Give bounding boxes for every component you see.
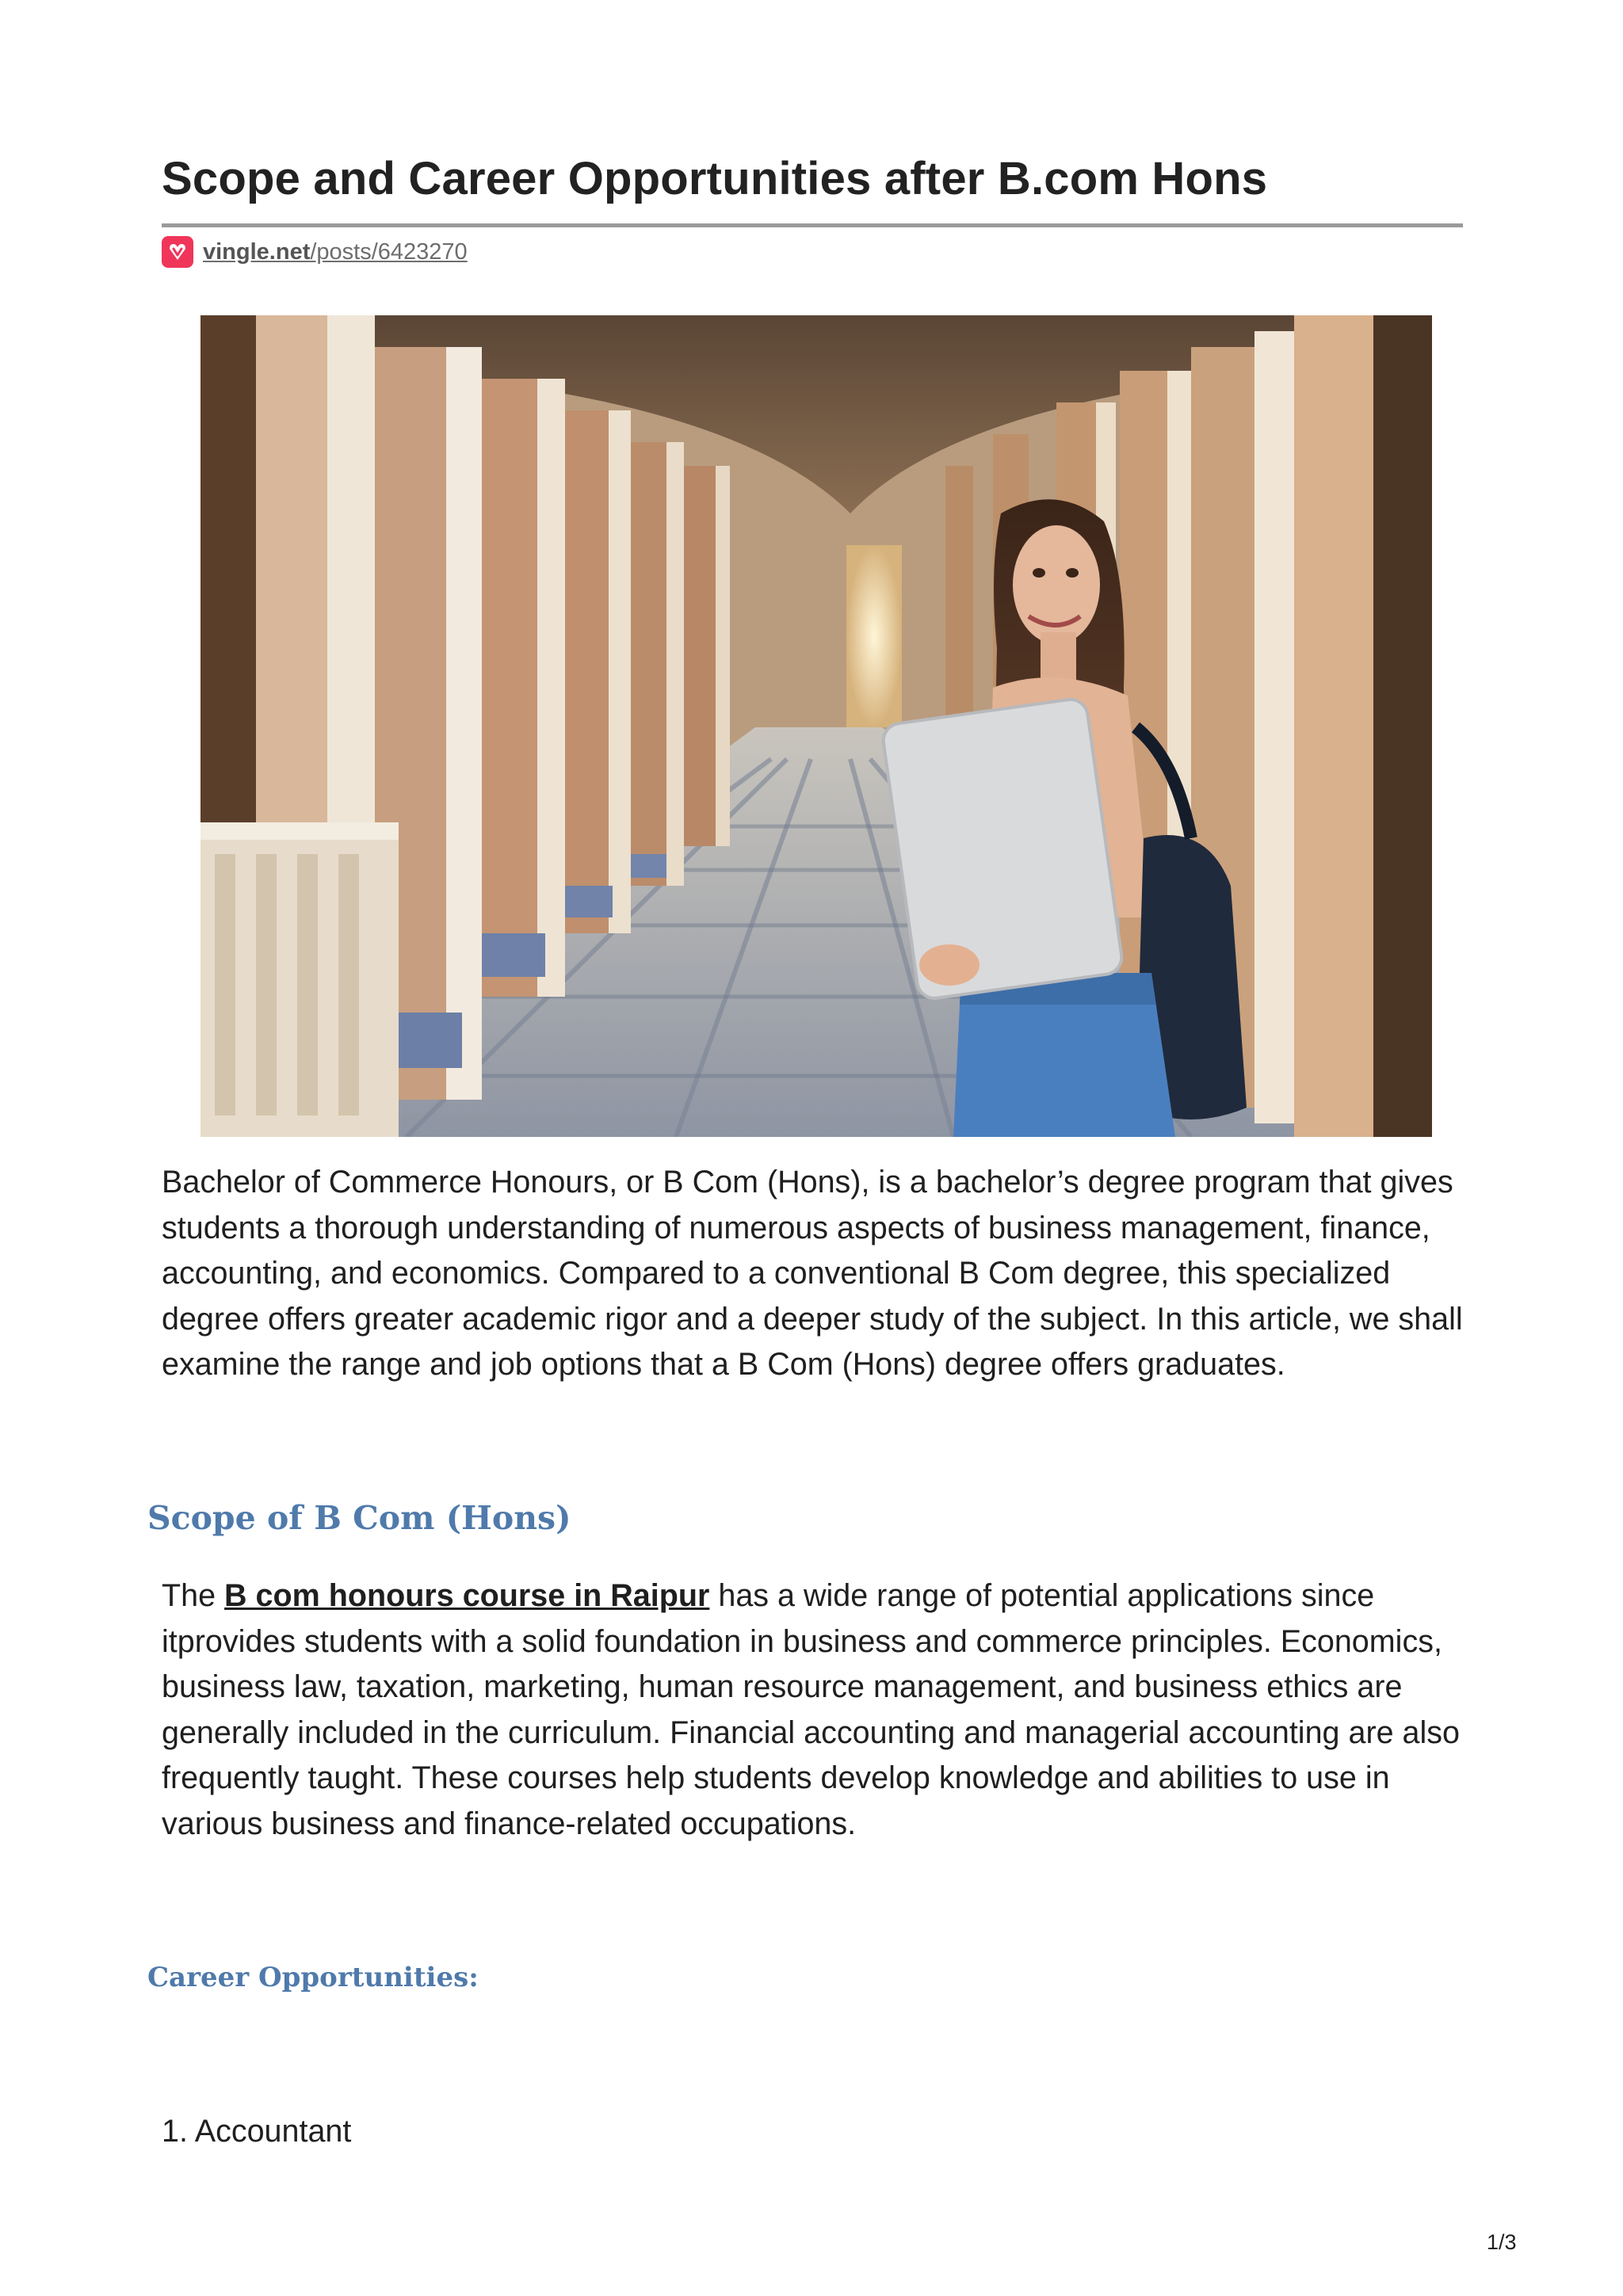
source-link-row (162, 236, 468, 268)
source-path: /posts/6423270 (310, 238, 468, 265)
scope-paragraph (162, 1573, 1461, 1848)
scope-text-after-link: has a wide range of potential applications since itprovides students with a solid foundation in business and commerce principles. Economics, business law, taxation, marketing, human resource management, and business ethics are generally included in the curriculum. Financial accounting and managerial accounting are also frequently taught. These courses help students develop knowledge and abilities to use in various business and finance-related occupations. (162, 1578, 1461, 1841)
scope-text-before-link: The (162, 1578, 225, 1613)
source-url-link[interactable] (203, 239, 468, 265)
hero-image (200, 315, 1432, 1137)
source-domain: vingle.net (203, 238, 311, 265)
career-heading: Career Opportunities: (147, 1962, 479, 1993)
scope-heading: Scope of B Com (Hons) (147, 1499, 571, 1537)
page-number: 1/3 (1487, 2230, 1517, 2254)
list-item: 1. Accountant (162, 2114, 352, 2149)
b-com-raipur-link[interactable]: B com honours course in Raipur (224, 1578, 710, 1613)
title-divider (162, 223, 1463, 227)
page-title: Scope and Career Opportunities after B.com Hons (162, 153, 1268, 204)
intro-paragraph: Bachelor of Commerce Honours, or B Com (Hons), is a bachelor’s degree program that gives students a thorough understanding of numerous aspects of business management, finance, accounting, and economics. Compared to a conventional B Com degree, this specialized degree offers greater academic rigor and a deeper study of the subject. In this article, we shall examine the range and job options that a B Com (Hons) degree offers graduates. (162, 1165, 1463, 1383)
career-list (162, 2109, 351, 2153)
vingle-logo-icon (162, 236, 193, 268)
